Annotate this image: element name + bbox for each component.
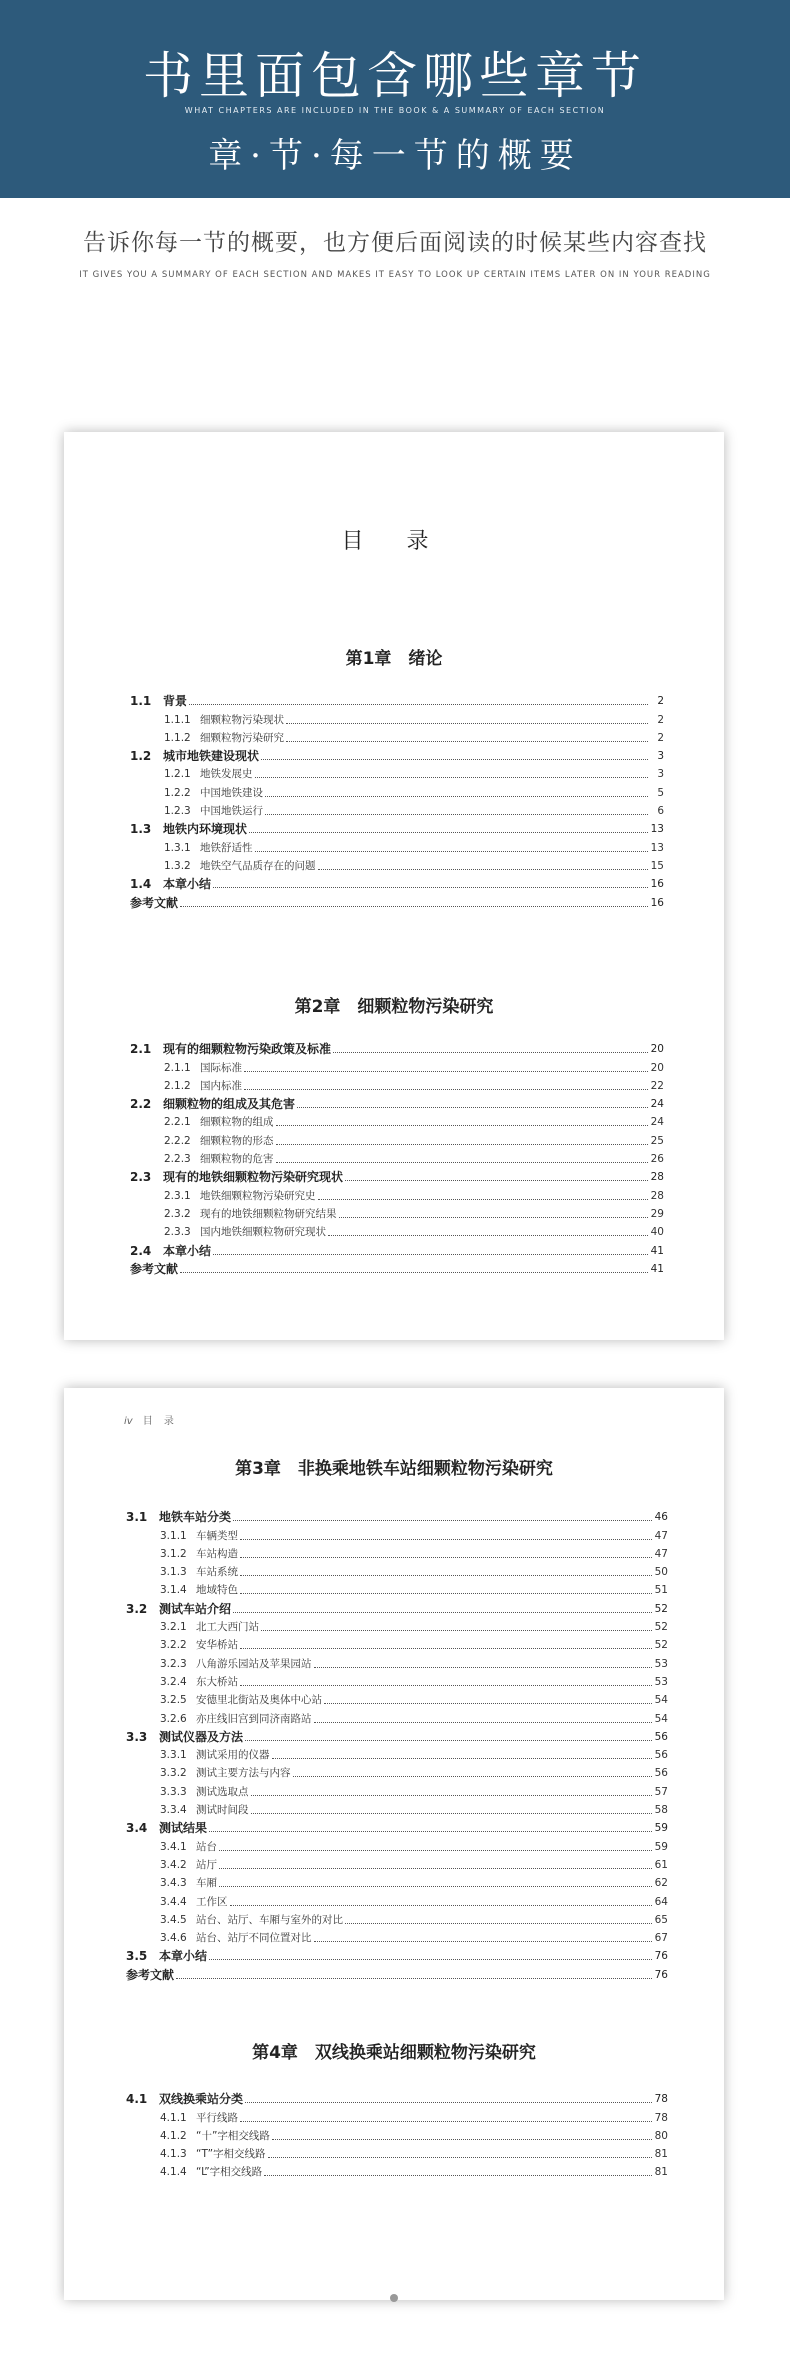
toc-subsection-entry bbox=[126, 1762, 668, 1780]
toc-leader-dots bbox=[318, 869, 649, 870]
toc-entry-title: 城市地铁建设现状 bbox=[163, 749, 260, 764]
chapter-3-toc bbox=[126, 1506, 668, 1982]
toc-entry-number: 1.3 bbox=[130, 822, 152, 837]
toc-entry-number: 3.4.3 bbox=[160, 1877, 187, 1890]
intro-text-cn: 告诉你每一节的概要，也方便后面阅读的时候某些内容查找 bbox=[83, 230, 707, 256]
toc-entry-title: 测试主要方法与内容 bbox=[196, 1767, 291, 1780]
toc-section-entry bbox=[130, 873, 664, 891]
toc-entry-title: 工作区 bbox=[196, 1895, 228, 1908]
toc-subsection-entry bbox=[126, 1561, 668, 1579]
toc-subsection-entry bbox=[130, 1129, 664, 1147]
header-banner bbox=[0, 0, 790, 198]
toc-entry-title: 测试仪器及方法 bbox=[159, 1729, 244, 1744]
toc-subsection-entry bbox=[130, 727, 664, 745]
toc-entry-title: 现有的地铁细颗粒物污染研究现状 bbox=[163, 1170, 344, 1185]
toc-leader-dots bbox=[219, 1850, 652, 1851]
toc-leader-dots bbox=[245, 2102, 652, 2103]
toc-leader-dots bbox=[314, 1667, 653, 1668]
toc-entry-number: 1.2.3 bbox=[164, 805, 191, 818]
toc-leader-dots bbox=[230, 1905, 653, 1906]
toc-subsection-entry bbox=[126, 1890, 668, 1908]
toc-entry-page: 22 bbox=[650, 1079, 664, 1092]
toc-entry-title: 细颗粒物的组成 bbox=[200, 1116, 274, 1129]
toc-references-entry bbox=[130, 1258, 664, 1276]
toc-entry-title: 本章小结 bbox=[163, 877, 212, 892]
toc-entry-title: 平行线路 bbox=[196, 2111, 238, 2124]
toc-leader-dots bbox=[180, 906, 648, 907]
toc-subsection-entry bbox=[130, 1056, 664, 1074]
toc-entry-page: 28 bbox=[650, 1171, 664, 1184]
toc-entry-page: 24 bbox=[650, 1116, 664, 1129]
toc-entry-title: 中国地铁运行 bbox=[200, 805, 263, 818]
toc-entry-page: 59 bbox=[654, 1822, 668, 1835]
toc-leader-dots bbox=[240, 1539, 652, 1540]
toc-entry-page: 47 bbox=[654, 1529, 668, 1542]
chapter-2-toc bbox=[130, 1038, 664, 1276]
page-marker bbox=[390, 2294, 398, 2302]
toc-entry-number: 3.2.4 bbox=[160, 1675, 187, 1688]
toc-entry-page: 13 bbox=[650, 823, 664, 836]
toc-entry-number: 3.3.3 bbox=[160, 1785, 187, 1798]
toc-entry-title: 站厅 bbox=[196, 1858, 217, 1871]
toc-entry-number: 1.2.2 bbox=[164, 786, 191, 799]
toc-entry-page: 80 bbox=[654, 2129, 668, 2142]
toc-entry-title: 站台、站厅不同位置对比 bbox=[196, 1932, 312, 1945]
toc-entry-page: 67 bbox=[654, 1932, 668, 1945]
toc-entry-title: 参考文献 bbox=[126, 1967, 175, 1982]
toc-leader-dots bbox=[276, 1162, 649, 1163]
toc-leader-dots bbox=[265, 796, 648, 797]
toc-subsection-entry bbox=[130, 855, 664, 873]
toc-entry-title: 测试结果 bbox=[159, 1821, 208, 1836]
toc-entry-page: 13 bbox=[650, 841, 664, 854]
toc-section-entry bbox=[130, 690, 664, 708]
toc-section-entry bbox=[130, 1038, 664, 1056]
toc-entry-number: 2.3.2 bbox=[164, 1207, 191, 1220]
toc-leader-dots bbox=[251, 1813, 653, 1814]
toc-entry-number: 2.1.2 bbox=[164, 1079, 191, 1092]
toc-subsection-entry bbox=[126, 1744, 668, 1762]
toc-page-2 bbox=[64, 1388, 724, 2300]
toc-leader-dots bbox=[286, 723, 648, 724]
toc-entry-title: “十”字相交线路 bbox=[196, 2129, 270, 2142]
toc-subsection-entry bbox=[130, 1203, 664, 1221]
toc-entry-page: 53 bbox=[654, 1657, 668, 1670]
toc-leader-dots bbox=[213, 1254, 648, 1255]
toc-section-entry bbox=[126, 2088, 668, 2106]
toc-leader-dots bbox=[272, 2139, 652, 2140]
running-head-title: 目 录 bbox=[142, 1416, 178, 1427]
toc-entry-page: 57 bbox=[654, 1785, 668, 1798]
toc-leader-dots bbox=[276, 1125, 649, 1126]
toc-entry-page: 76 bbox=[654, 1968, 668, 1981]
toc-entry-number: 2.4 bbox=[130, 1243, 152, 1258]
toc-subsection-entry bbox=[126, 2143, 668, 2161]
toc-entry-title: 国际标准 bbox=[200, 1061, 242, 1074]
toc-leader-dots bbox=[219, 1868, 652, 1869]
toc-entry-number: 3.3 bbox=[126, 1729, 148, 1744]
toc-entry-number: 2.3.1 bbox=[164, 1189, 191, 1202]
toc-entry-number: 3.2.5 bbox=[160, 1694, 187, 1707]
toc-entry-title: “T”字相交线路 bbox=[196, 2148, 266, 2161]
toc-leader-dots bbox=[265, 814, 648, 815]
toc-entry-title: 国内地铁细颗粒物研究现状 bbox=[200, 1226, 326, 1239]
toc-section-entry bbox=[126, 1597, 668, 1615]
toc-entry-number: 4.1.2 bbox=[160, 2129, 187, 2142]
toc-leader-dots bbox=[244, 1089, 648, 1090]
toc-entry-page: 59 bbox=[654, 1840, 668, 1853]
toc-entry-number: 3.5 bbox=[126, 1949, 148, 1964]
intro-text-en: IT GIVES YOU A SUMMARY OF EACH SECTION AND MAKES IT EASY TO LOOK UP CERTAIN ITEMS LATER ON IN YOUR READING bbox=[79, 270, 711, 280]
toc-subsection-entry bbox=[126, 1854, 668, 1872]
toc-title: 目 录 bbox=[341, 529, 447, 554]
toc-entry-number: 3.1.3 bbox=[160, 1566, 187, 1579]
toc-leader-dots bbox=[345, 1923, 652, 1924]
toc-entry-page: 15 bbox=[650, 859, 664, 872]
toc-leader-dots bbox=[297, 1107, 648, 1108]
toc-leader-dots bbox=[314, 1722, 653, 1723]
toc-references-entry bbox=[126, 1963, 668, 1981]
running-head bbox=[124, 1412, 178, 1427]
toc-leader-dots bbox=[209, 1831, 652, 1832]
toc-entry-title: “L”字相交线路 bbox=[196, 2166, 263, 2179]
toc-leader-dots bbox=[233, 1612, 652, 1613]
toc-leader-dots bbox=[240, 1557, 652, 1558]
toc-leader-dots bbox=[314, 1941, 653, 1942]
toc-subsection-entry bbox=[126, 1634, 668, 1652]
toc-entry-page: 47 bbox=[654, 1547, 668, 1560]
toc-entry-number: 4.1.1 bbox=[160, 2111, 187, 2124]
toc-entry-title: 双线换乘站分类 bbox=[159, 2092, 244, 2107]
toc-subsection-entry bbox=[126, 1689, 668, 1707]
toc-entry-title: 测试选取点 bbox=[196, 1785, 249, 1798]
toc-leader-dots bbox=[286, 741, 648, 742]
toc-leader-dots bbox=[213, 887, 648, 888]
chapter-4-toc bbox=[126, 2088, 668, 2179]
toc-entry-title: 北工大西门站 bbox=[196, 1621, 259, 1634]
toc-leader-dots bbox=[333, 1052, 648, 1053]
toc-entry-page: 25 bbox=[650, 1134, 664, 1147]
toc-entry-page: 20 bbox=[650, 1061, 664, 1074]
toc-subsection-entry bbox=[126, 1543, 668, 1561]
toc-entry-title: 亦庄线旧宫到同济南路站 bbox=[196, 1712, 312, 1725]
toc-entry-number: 2.1.1 bbox=[164, 1061, 191, 1074]
toc-entry-page: 56 bbox=[654, 1730, 668, 1743]
toc-entry-page: 28 bbox=[650, 1189, 664, 1202]
toc-subsection-entry bbox=[130, 781, 664, 799]
toc-leader-dots bbox=[240, 1648, 652, 1649]
toc-subsection-entry bbox=[126, 1616, 668, 1634]
toc-subsection-entry bbox=[130, 1221, 664, 1239]
toc-entry-title: 细颗粒物的组成及其危害 bbox=[163, 1097, 296, 1112]
toc-entry-number: 4.1.4 bbox=[160, 2166, 187, 2179]
toc-section-entry bbox=[130, 1239, 664, 1257]
toc-entry-page: 52 bbox=[654, 1621, 668, 1634]
toc-entry-title: 车站构造 bbox=[196, 1547, 238, 1560]
toc-entry-title: 车厢 bbox=[196, 1877, 217, 1890]
toc-entry-title: 细颗粒物的危害 bbox=[200, 1153, 274, 1166]
toc-leader-dots bbox=[189, 704, 648, 705]
toc-entry-title: 细颗粒物污染研究 bbox=[200, 731, 284, 744]
toc-entry-title: 地铁发展史 bbox=[200, 768, 253, 781]
toc-entry-title: 东大桥站 bbox=[196, 1675, 238, 1688]
toc-entry-page: 16 bbox=[650, 878, 664, 891]
toc-subsection-entry bbox=[126, 1671, 668, 1689]
toc-entry-number: 3.2.6 bbox=[160, 1712, 187, 1725]
toc-leader-dots bbox=[219, 1886, 652, 1887]
toc-entry-title: 车辆类型 bbox=[196, 1529, 238, 1542]
toc-entry-number: 2.2.1 bbox=[164, 1116, 191, 1129]
toc-entry-title: 地域特色 bbox=[196, 1584, 238, 1597]
toc-leader-dots bbox=[240, 1593, 652, 1594]
toc-entry-number: 3.3.2 bbox=[160, 1767, 187, 1780]
toc-entry-title: 中国地铁建设 bbox=[200, 786, 263, 799]
toc-entry-page: 64 bbox=[654, 1895, 668, 1908]
toc-section-entry bbox=[126, 1817, 668, 1835]
toc-entry-title: 安华桥站 bbox=[196, 1639, 238, 1652]
toc-entry-page: 78 bbox=[654, 2111, 668, 2124]
toc-entry-number: 3.2.1 bbox=[160, 1621, 187, 1634]
toc-subsection-entry bbox=[126, 2161, 668, 2179]
toc-entry-page: 65 bbox=[654, 1913, 668, 1926]
chapter-1-toc bbox=[130, 690, 664, 910]
toc-entry-title: 参考文献 bbox=[130, 895, 179, 910]
toc-entry-page: 41 bbox=[650, 1244, 664, 1257]
toc-entry-title: 细颗粒物的形态 bbox=[200, 1134, 274, 1147]
toc-entry-number: 3.4.5 bbox=[160, 1913, 187, 1926]
toc-leader-dots bbox=[233, 1520, 652, 1521]
toc-entry-title: 站台、站厅、车厢与室外的对比 bbox=[196, 1913, 343, 1926]
toc-entry-page: 50 bbox=[654, 1566, 668, 1579]
toc-entry-number: 3.4.6 bbox=[160, 1932, 187, 1945]
chapter-2-title: 第2章 细颗粒物污染研究 bbox=[294, 997, 494, 1017]
toc-entry-title: 安德里北街站及奥体中心站 bbox=[196, 1694, 322, 1707]
toc-entry-number: 3.3.4 bbox=[160, 1804, 187, 1817]
toc-entry-number: 3.3.1 bbox=[160, 1749, 187, 1762]
toc-subsection-entry bbox=[126, 1652, 668, 1670]
toc-entry-number: 3.1 bbox=[126, 1510, 148, 1525]
toc-entry-number: 1.4 bbox=[130, 877, 152, 892]
toc-entry-number: 3.4.4 bbox=[160, 1895, 187, 1908]
toc-leader-dots bbox=[240, 1685, 652, 1686]
toc-entry-number: 1.2.1 bbox=[164, 768, 191, 781]
toc-leader-dots bbox=[318, 1199, 649, 1200]
toc-subsection-entry bbox=[130, 708, 664, 726]
toc-entry-title: 国内标准 bbox=[200, 1079, 242, 1092]
toc-subsection-entry bbox=[126, 2106, 668, 2124]
toc-entry-title: 地铁舒适性 bbox=[200, 841, 253, 854]
toc-entry-page: 58 bbox=[654, 1804, 668, 1817]
toc-entry-number: 1.3.1 bbox=[164, 841, 191, 854]
toc-entry-title: 本章小结 bbox=[163, 1243, 212, 1258]
toc-entry-title: 车站系统 bbox=[196, 1566, 238, 1579]
banner-subtitle: 章·节·每一节的概要 bbox=[208, 136, 582, 176]
toc-entry-title: 细颗粒物污染现状 bbox=[200, 713, 284, 726]
toc-entry-page: 26 bbox=[650, 1153, 664, 1166]
toc-entry-number: 3.2 bbox=[126, 1601, 148, 1616]
toc-entry-page: 61 bbox=[654, 1858, 668, 1871]
toc-entry-page: 56 bbox=[654, 1749, 668, 1762]
toc-entry-title: 参考文献 bbox=[130, 1261, 179, 1276]
toc-section-entry bbox=[126, 1506, 668, 1524]
toc-entry-title: 地铁空气品质存在的问题 bbox=[200, 859, 316, 872]
toc-subsection-entry bbox=[130, 836, 664, 854]
toc-entry-page: 2 bbox=[657, 695, 664, 708]
toc-leader-dots bbox=[272, 1758, 653, 1759]
toc-entry-page: 40 bbox=[650, 1226, 664, 1239]
toc-section-entry bbox=[130, 1093, 664, 1111]
toc-entry-page: 51 bbox=[654, 1584, 668, 1597]
toc-entry-number: 2.1 bbox=[130, 1042, 152, 1057]
toc-leader-dots bbox=[261, 759, 648, 760]
chapter-3-title: 第3章 非换乘地铁车站细颗粒物污染研究 bbox=[235, 1459, 553, 1479]
banner-subtitle-en: WHAT CHAPTERS ARE INCLUDED IN THE BOOK & A SUMMARY OF EACH SECTION bbox=[184, 106, 606, 115]
toc-leader-dots bbox=[255, 777, 649, 778]
toc-subsection-entry bbox=[126, 1579, 668, 1597]
toc-entry-page: 2 bbox=[657, 731, 664, 744]
toc-page-1 bbox=[64, 432, 724, 1340]
toc-entry-number: 3.2.2 bbox=[160, 1639, 187, 1652]
toc-entry-number: 4.1.3 bbox=[160, 2148, 187, 2161]
toc-entry-number: 2.2.2 bbox=[164, 1134, 191, 1147]
toc-leader-dots bbox=[209, 1959, 652, 1960]
toc-entry-title: 站台 bbox=[196, 1840, 217, 1853]
toc-leader-dots bbox=[328, 1235, 648, 1236]
toc-entry-number: 2.2.3 bbox=[164, 1153, 191, 1166]
toc-entry-page: 3 bbox=[657, 750, 664, 763]
toc-leader-dots bbox=[339, 1217, 649, 1218]
toc-subsection-entry bbox=[130, 1111, 664, 1129]
toc-entry-title: 测试时间段 bbox=[196, 1804, 249, 1817]
toc-entry-page: 76 bbox=[654, 1950, 668, 1963]
toc-subsection-entry bbox=[126, 1780, 668, 1798]
toc-entry-page: 54 bbox=[654, 1694, 668, 1707]
toc-entry-page: 52 bbox=[654, 1602, 668, 1615]
toc-leader-dots bbox=[264, 2175, 652, 2176]
toc-leader-dots bbox=[180, 1272, 648, 1273]
toc-entry-number: 2.3 bbox=[130, 1170, 152, 1185]
toc-subsection-entry bbox=[126, 1799, 668, 1817]
toc-entry-title: 本章小结 bbox=[159, 1949, 208, 1964]
toc-entry-title: 地铁内环境现状 bbox=[163, 822, 248, 837]
toc-leader-dots bbox=[293, 1776, 653, 1777]
toc-entry-page: 41 bbox=[650, 1262, 664, 1275]
toc-entry-title: 八角游乐园站及苹果园站 bbox=[196, 1657, 312, 1670]
toc-section-entry bbox=[130, 1166, 664, 1184]
toc-entry-number: 3.1.1 bbox=[160, 1529, 187, 1542]
toc-leader-dots bbox=[255, 851, 649, 852]
toc-subsection-entry bbox=[126, 1707, 668, 1725]
toc-entry-number: 1.1.1 bbox=[164, 713, 191, 726]
toc-leader-dots bbox=[345, 1180, 648, 1181]
toc-entry-page: 5 bbox=[657, 786, 664, 799]
toc-entry-title: 测试采用的仪器 bbox=[196, 1749, 270, 1762]
running-head-page-number: iv bbox=[124, 1416, 133, 1427]
toc-entry-number: 3.1.2 bbox=[160, 1547, 187, 1560]
toc-leader-dots bbox=[276, 1144, 649, 1145]
toc-entry-number: 2.2 bbox=[130, 1097, 152, 1112]
toc-entry-page: 24 bbox=[650, 1098, 664, 1111]
banner-title: 书里面包含哪些章节 bbox=[143, 47, 647, 105]
toc-entry-page: 56 bbox=[654, 1767, 668, 1780]
toc-entry-title: 测试车站介绍 bbox=[159, 1601, 232, 1616]
toc-entry-page: 20 bbox=[650, 1043, 664, 1056]
toc-entry-page: 62 bbox=[654, 1877, 668, 1890]
toc-leader-dots bbox=[324, 1703, 652, 1704]
toc-leader-dots bbox=[261, 1630, 652, 1631]
toc-subsection-entry bbox=[130, 1148, 664, 1166]
toc-leader-dots bbox=[176, 1978, 652, 1979]
toc-leader-dots bbox=[245, 1740, 652, 1741]
toc-leader-dots bbox=[268, 2157, 652, 2158]
toc-entry-number: 1.2 bbox=[130, 749, 152, 764]
toc-subsection-entry bbox=[130, 800, 664, 818]
toc-entry-page: 46 bbox=[654, 1511, 668, 1524]
toc-leader-dots bbox=[240, 1575, 652, 1576]
toc-subsection-entry bbox=[130, 1184, 664, 1202]
toc-leader-dots bbox=[244, 1071, 648, 1072]
toc-entry-title: 现有的细颗粒物污染政策及标准 bbox=[163, 1042, 332, 1057]
toc-entry-number: 3.4.2 bbox=[160, 1858, 187, 1871]
toc-entry-title: 地铁细颗粒物污染研究史 bbox=[200, 1189, 316, 1202]
toc-subsection-entry bbox=[126, 2125, 668, 2143]
toc-entry-number: 3.2.3 bbox=[160, 1657, 187, 1670]
toc-entry-title: 背景 bbox=[163, 694, 188, 709]
toc-subsection-entry bbox=[130, 1075, 664, 1093]
toc-subsection-entry bbox=[130, 763, 664, 781]
toc-entry-number: 1.1.2 bbox=[164, 731, 191, 744]
toc-entry-number: 1.3.2 bbox=[164, 859, 191, 872]
toc-subsection-entry bbox=[126, 1909, 668, 1927]
toc-entry-page: 54 bbox=[654, 1712, 668, 1725]
toc-leader-dots bbox=[240, 2121, 652, 2122]
toc-entry-title: 现有的地铁细颗粒物研究结果 bbox=[200, 1207, 337, 1220]
toc-subsection-entry bbox=[126, 1835, 668, 1853]
toc-section-entry bbox=[126, 1945, 668, 1963]
toc-entry-page: 81 bbox=[654, 2148, 668, 2161]
toc-entry-page: 52 bbox=[654, 1639, 668, 1652]
toc-entry-page: 78 bbox=[654, 2093, 668, 2106]
toc-entry-page: 3 bbox=[657, 768, 664, 781]
toc-entry-title: 地铁车站分类 bbox=[159, 1510, 232, 1525]
toc-entry-page: 29 bbox=[650, 1207, 664, 1220]
toc-leader-dots bbox=[249, 832, 648, 833]
toc-entry-number: 3.1.4 bbox=[160, 1584, 187, 1597]
toc-subsection-entry bbox=[126, 1524, 668, 1542]
toc-entry-number: 4.1 bbox=[126, 2092, 148, 2107]
toc-entry-number: 3.4.1 bbox=[160, 1840, 187, 1853]
toc-entry-number: 1.1 bbox=[130, 694, 152, 709]
toc-entry-page: 81 bbox=[654, 2166, 668, 2179]
chapter-4-title: 第4章 双线换乘站细颗粒物污染研究 bbox=[252, 2043, 536, 2063]
toc-entry-page: 16 bbox=[650, 896, 664, 909]
toc-entry-number: 3.4 bbox=[126, 1821, 148, 1836]
toc-leader-dots bbox=[251, 1795, 653, 1796]
toc-subsection-entry bbox=[126, 1927, 668, 1945]
chapter-1-title: 第1章 绪论 bbox=[345, 649, 443, 669]
toc-section-entry bbox=[126, 1726, 668, 1744]
toc-section-entry bbox=[130, 818, 664, 836]
toc-entry-page: 6 bbox=[657, 805, 664, 818]
toc-entry-page: 53 bbox=[654, 1675, 668, 1688]
toc-entry-page: 2 bbox=[657, 713, 664, 726]
toc-subsection-entry bbox=[126, 1872, 668, 1890]
toc-references-entry bbox=[130, 891, 664, 909]
toc-entry-number: 2.3.3 bbox=[164, 1226, 191, 1239]
toc-section-entry bbox=[130, 745, 664, 763]
